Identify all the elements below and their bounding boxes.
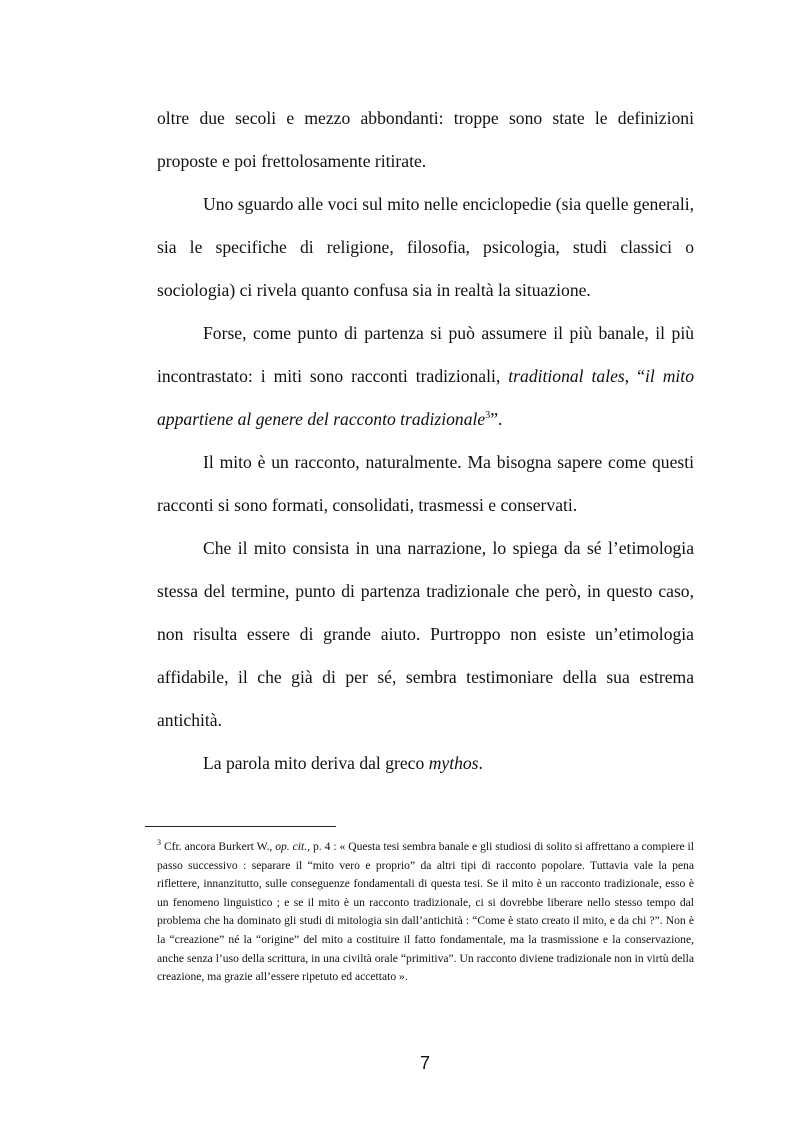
paragraph-2: Uno sguardo alle voci sul mito nelle enciclopedie (sia quelle generali, sia le specifiche di religione, filosofia, psicologia, studi classici o sociologia) ci rivela quanto confusa sia in realtà la situazione. bbox=[157, 194, 694, 300]
footnote bbox=[157, 838, 694, 987]
footnote-number: 3 bbox=[157, 838, 161, 848]
footnote-italic: op. cit. bbox=[275, 840, 308, 853]
paragraph-3-italic-a: traditional tales bbox=[508, 366, 625, 386]
footnote-lead: Cfr. ancora Burkert W., bbox=[161, 840, 276, 853]
paragraph-3-text-b: , “ bbox=[624, 366, 645, 386]
footnote-text: , p. 4 : « Questa tesi sembra banale e gli studiosi di solito si affrettano a compiere il passo successivo : separare il “mito vero e proprio” da altri tipi di racconto popolare. Tuttavia vale la pena riflettere, innanzitutto, sulle conseguenze fondamentali di questa tesi. Se il mito è un racconto tradizionale, esso è un fenomeno linguistico ; e se il mito è un racconto tradizionale, ci si dovrebbe liberare nello stesso tempo dal problema che ha dominato gli studi di mitologia sin dall’antichità : “Come è stato creato il mito, e da chi ?”. Non è la “creazione” né la “origine” del mito a costituire il fatto fondamentale, ma la trasmissione e la conservazione, anche senza l’uso della scrittura, in una civiltà orale “primitiva”. Un racconto diviene tradizionale non in virtù della creazione, ma grazie all’essere ripetuto ed accettato ». bbox=[157, 840, 694, 984]
body-text bbox=[157, 97, 694, 785]
page-number: 7 bbox=[419, 1053, 430, 1073]
paragraph-3-italic-b: il mito appartiene al genere del racconto tradizionale bbox=[157, 366, 694, 429]
paragraph-6-text-b: . bbox=[478, 753, 483, 773]
footnote-separator bbox=[145, 826, 336, 827]
paragraph-3-text-a: Forse, come punto di partenza si può assumere il più banale, il più incontrastato: i miti sono racconti tradizionali, bbox=[157, 323, 694, 386]
paragraph-5: Che il mito consista in una narrazione, lo spiega da sé l’etimologia stessa del termine, punto di partenza tradizionale che però, in questo caso, non risulta essere di grande aiuto. Purtroppo non esiste un’etimologia affidabile, il che già di per sé, sembra testimoniare della sua estrema antichità. bbox=[157, 538, 694, 730]
paragraph-3-text-c: ”. bbox=[490, 409, 503, 429]
paragraph-6-text-a: La parola mito deriva dal greco bbox=[203, 753, 429, 773]
paragraph-1: oltre due secoli e mezzo abbondanti: troppe sono state le definizioni proposte e poi frettolosamente ritirate. bbox=[157, 108, 694, 171]
paragraph-6 bbox=[157, 742, 694, 785]
paragraph-4: Il mito è un racconto, naturalmente. Ma bisogna sapere come questi racconti si sono formati, consolidati, trasmessi e conservati. bbox=[157, 452, 694, 515]
footnote-reference[interactable]: 3 bbox=[485, 410, 491, 422]
paragraph-3 bbox=[157, 312, 694, 441]
paragraph-6-italic: mythos bbox=[428, 753, 479, 773]
